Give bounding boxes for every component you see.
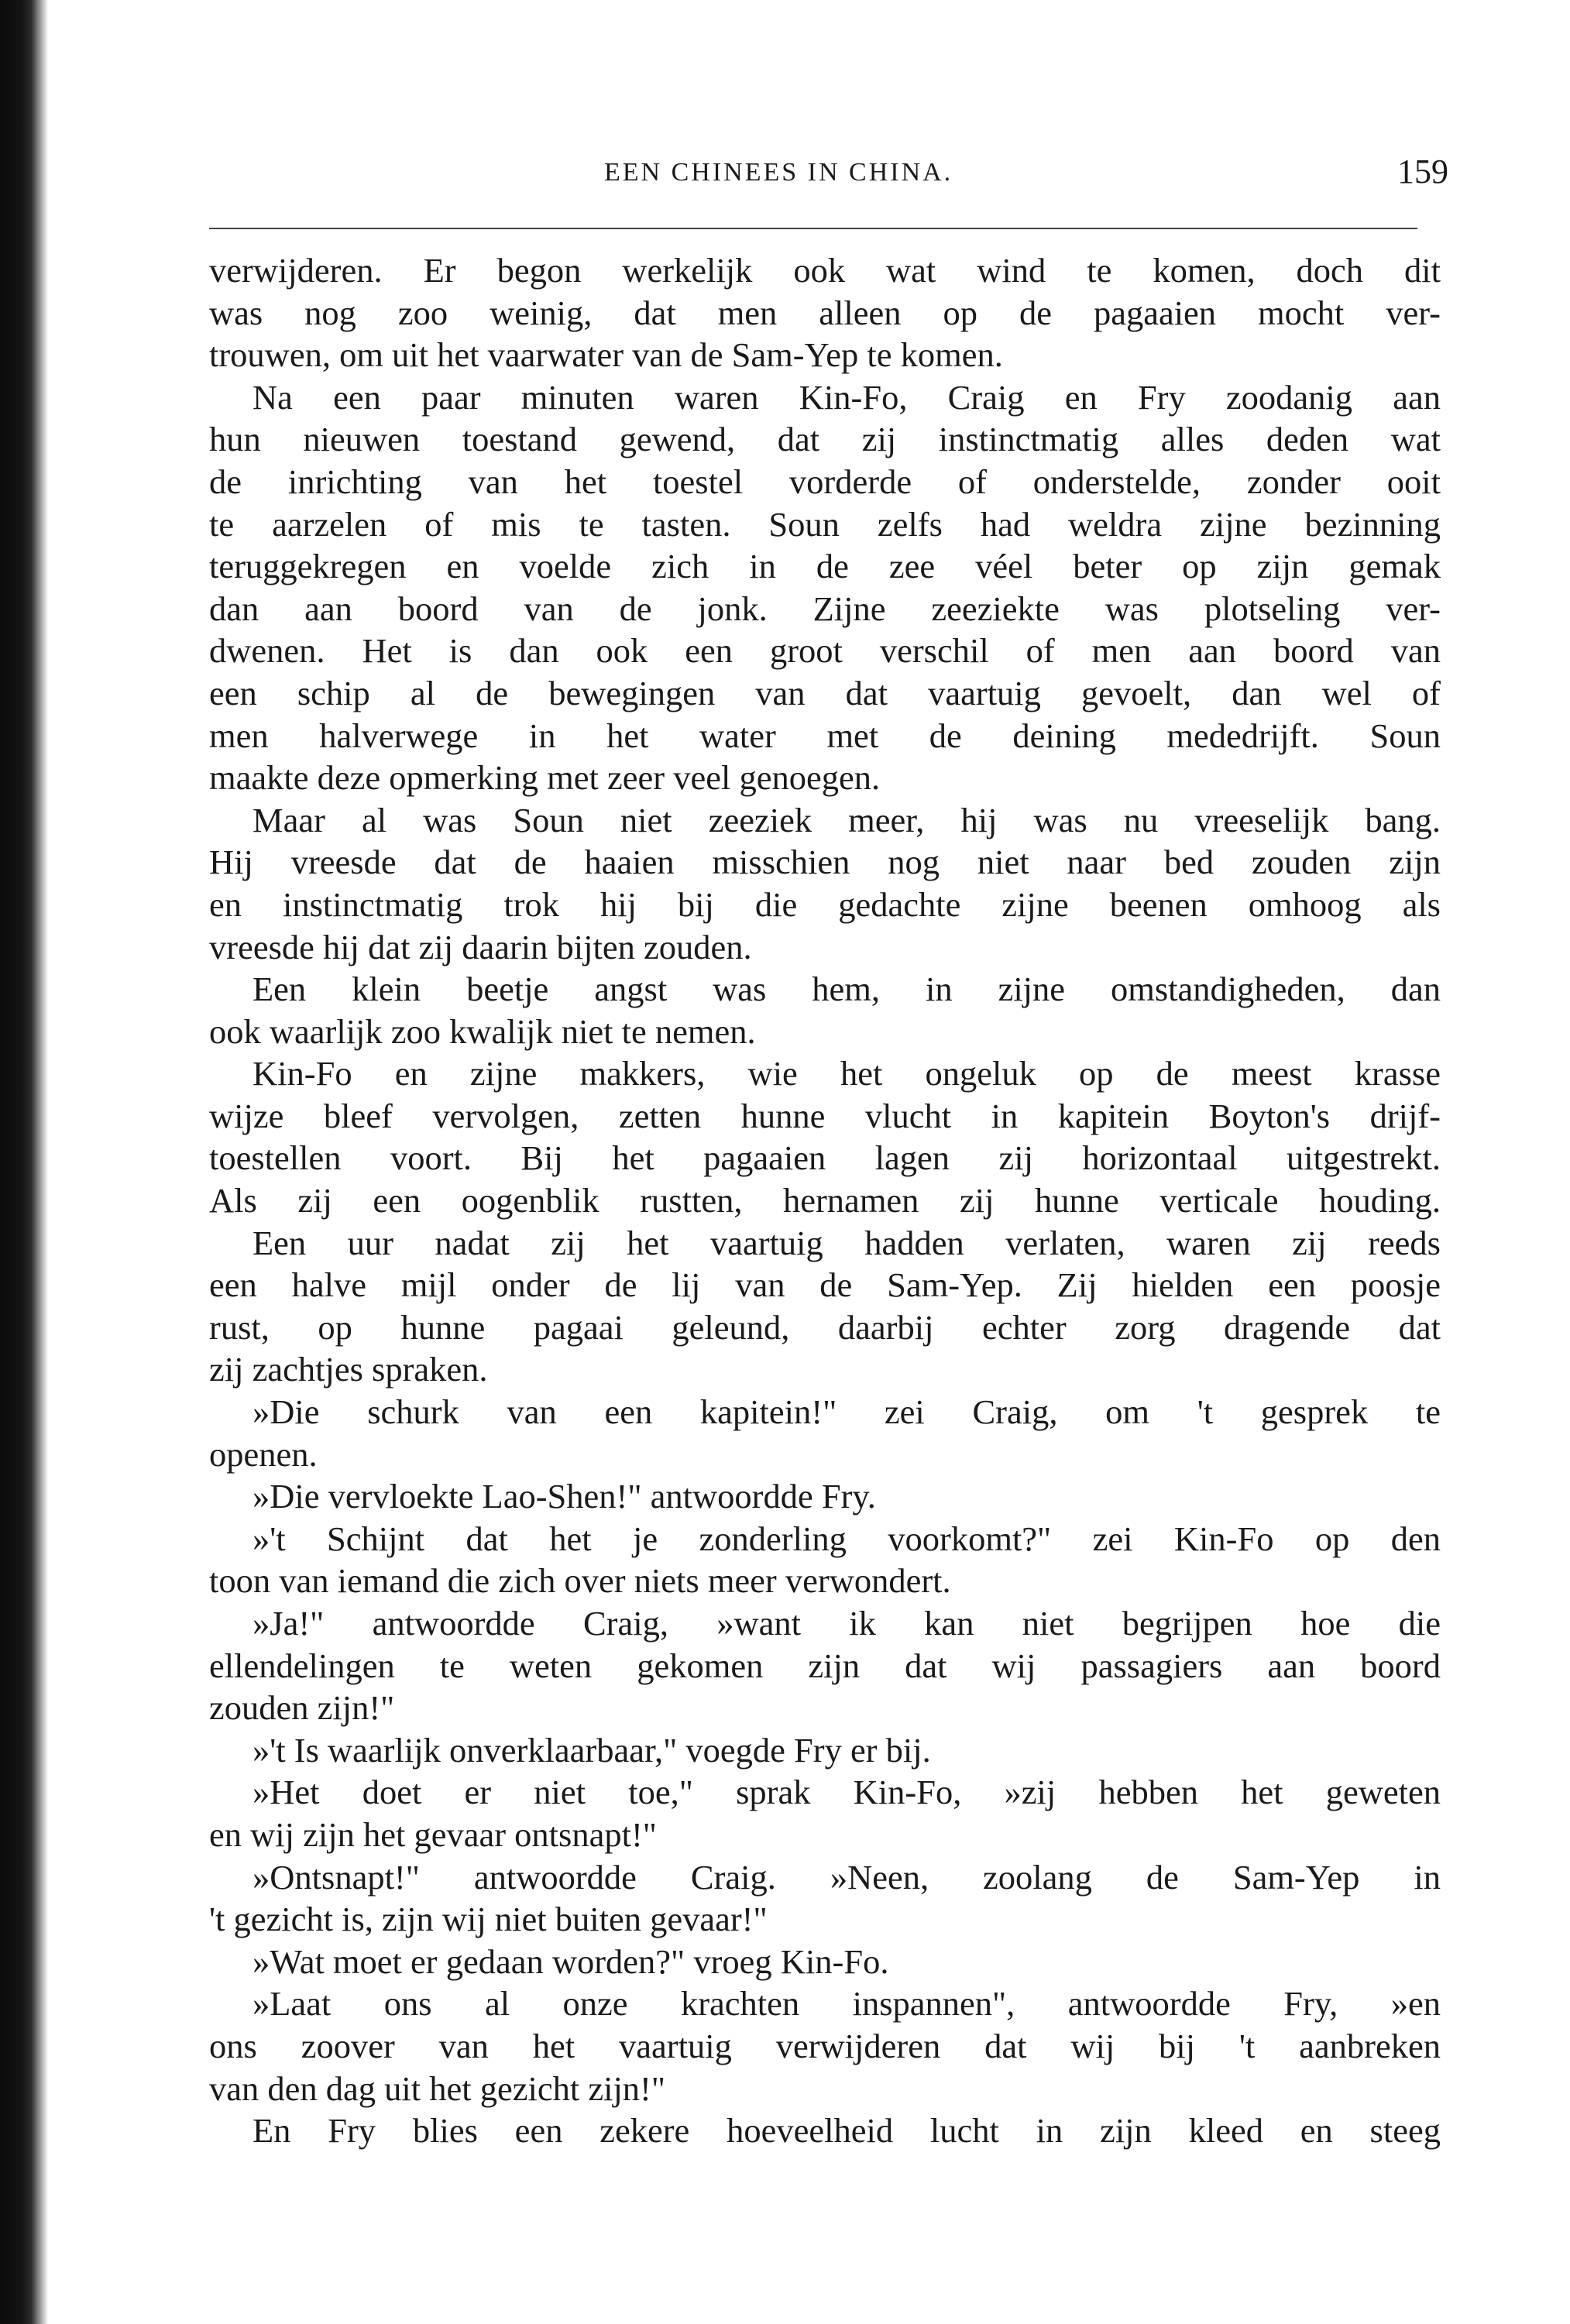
text-line: ons zoover van het vaartuig verwijderen dat wij bij 't aanbreken — [209, 2026, 1441, 2065]
text-line: ook waarlijk zoo kwalijk niet te nemen. — [209, 1011, 756, 1051]
text-line: »Het doet er niet toe," sprak Kin-Fo, »zij hebben het geweten — [253, 1773, 1441, 1812]
text-line: men halverwege in het water met de deining mededrijft. Soun — [209, 716, 1441, 755]
text-line: toon van iemand die zich over niets meer verwondert. — [209, 1561, 951, 1601]
text-line: Hij vreesde dat de haaien misschien nog niet naar bed zouden zijn — [209, 843, 1441, 882]
text-line: »'t Schijnt dat het je zonderling voorkomt?" zei Kin-Fo op den — [253, 1519, 1441, 1558]
text-line: teruggekregen en voelde zich in de zee véel beter op zijn gemak — [209, 547, 1441, 586]
text-line: zouden zijn!" — [209, 1688, 395, 1728]
text-line: rust, op hunne pagaai geleund, daarbij echter zorg dragende dat — [209, 1307, 1441, 1347]
text-line: verwijderen. Er begon werkelijk ook wat wind te komen, doch dit — [209, 251, 1441, 290]
text-line: te aarzelen of mis te tasten. Soun zelfs had weldra zijne bezinning — [209, 504, 1441, 544]
text-line: zij zachtjes spraken. — [209, 1350, 488, 1389]
text-line: Maar al was Soun niet zeeziek meer, hij was nu vreeselijk bang. — [253, 800, 1441, 839]
text-line: maakte deze opmerking met zeer veel genoegen. — [209, 758, 881, 798]
running-title: EEN CHINEES IN CHINA. — [604, 158, 953, 187]
header-rule — [209, 228, 1417, 229]
text-line: »Wat moet er gedaan worden?" vroeg Kin-Fo. — [253, 1941, 889, 1981]
text-line: »Ja!" antwoordde Craig, »want ik kan niet begrijpen hoe die — [253, 1604, 1441, 1643]
text-line: En Fry blies een zekere hoeveelheid lucht in zijn kleed en steeg — [253, 2111, 1441, 2151]
text-line: »Ontsnapt!" antwoordde Craig. »Neen, zoolang de Sam-Yep in — [253, 1857, 1441, 1897]
text-line: Een uur nadat zij het vaartuig hadden verlaten, waren zij reeds — [253, 1223, 1441, 1262]
text-line: 't gezicht is, zijn wij niet buiten gevaar!" — [209, 1900, 768, 1939]
page-header — [209, 152, 1448, 198]
text-line: een schip al de bewegingen van dat vaartuig gevoelt, dan wel of — [209, 673, 1441, 712]
body-text — [209, 249, 1441, 2152]
text-line: en wij zijn het gevaar ontsnapt!" — [209, 1814, 657, 1854]
text-line: Na een paar minuten waren Kin-Fo, Craig en Fry zoodanig aan — [253, 377, 1441, 417]
text-line: »'t Is waarlijk onverklaarbaar," voegde Fry er bij. — [253, 1730, 931, 1770]
text-line: Kin-Fo en zijne makkers, wie het ongeluk op de meest krasse — [253, 1054, 1441, 1093]
text-line: Als zij een oogenblik rustten, hernamen zij hunne verticale houding. — [209, 1181, 1441, 1220]
text-line: toestellen voort. Bij het pagaaien lagen zij horizontaal uitgestrekt. — [209, 1138, 1441, 1178]
text-line: vreesde hij dat zij daarin bijten zouden. — [209, 927, 752, 966]
text-line: dwenen. Het is dan ook een groot verschil of men aan boord van — [209, 631, 1441, 671]
text-line: »Laat ons al onze krachten inspannen", antwoordde Fry, »en — [253, 1984, 1441, 2024]
text-line: hun nieuwen toestand gewend, dat zij instinctmatig alles deden wat — [209, 420, 1441, 459]
book-spine-shadow — [0, 0, 50, 2324]
text-line: en instinctmatig trok hij bij die gedachte zijne beenen omhoog als — [209, 884, 1441, 924]
text-line: van den dag uit het gezicht zijn!" — [209, 2068, 666, 2108]
text-line: »Die vervloekte Lao-Shen!" antwoordde Fry. — [253, 1477, 876, 1516]
page-number: 159 — [1397, 153, 1448, 191]
text-line: dan aan boord van de jonk. Zijne zeeziekte was plotseling ver- — [209, 589, 1441, 628]
text-line: Een klein beetje angst was hem, in zijne omstandigheden, dan — [253, 970, 1441, 1009]
text-line: een halve mijl onder de lij van de Sam-Yep. Zij hielden een poosje — [209, 1265, 1441, 1305]
text-line: was nog zoo weinig, dat men alleen op de pagaaien mocht ver- — [209, 293, 1441, 332]
text-line: de inrichting van het toestel vorderde of onderstelde, zonder ooit — [209, 462, 1441, 501]
text-line: trouwen, om uit het vaarwater van de Sam-Yep te komen. — [209, 335, 1003, 375]
text-line: ellendelingen te weten gekomen zijn dat wij passagiers aan boord — [209, 1646, 1441, 1685]
text-line: wijze bleef vervolgen, zetten hunne vlucht in kapitein Boyton's drijf- — [209, 1096, 1441, 1135]
text-line: »Die schurk van een kapitein!" zei Craig, om 't gesprek te — [253, 1392, 1441, 1432]
text-line: openen. — [209, 1434, 318, 1474]
